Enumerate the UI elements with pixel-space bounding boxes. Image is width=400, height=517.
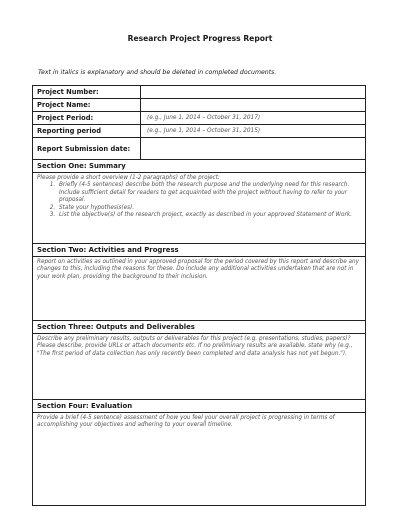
section-one-list — [57, 182, 361, 219]
page-title: Research Project Progress Report — [127, 34, 273, 43]
list-item: 3. List the objective(s) of the research project, exactly as described in your approved Statement of Work. — [57, 212, 361, 219]
submission-date-label: Report Submission date: — [33, 138, 141, 159]
section-one-body[interactable] — [33, 173, 365, 221]
project-name-label: Project Name: — [33, 99, 141, 111]
section-four-body[interactable]: Provide a brief (4-5 sentence) assessment of how you feel your overall project is progressing in terms of accomplishing your objectives and adhering to your overall timeline. — [37, 415, 335, 429]
section-two-heading: Section Two: Activities and Progress — [33, 244, 365, 257]
row-reporting-period — [33, 125, 365, 138]
row-project-period — [33, 112, 365, 125]
project-name-value[interactable] — [141, 99, 365, 111]
section-two-body[interactable]: Report on activities as outlined in your approved proposal for the period covered by this report and describe any changes to this, including the reasons for these. Do include any additional activities undertaken that are not in your work plan, providing the background to their inclusion. — [37, 259, 359, 280]
section-three-heading: Section Three: Outputs and Deliverables — [33, 321, 365, 334]
section-three — [33, 321, 365, 400]
section-one-intro: Please provide a short overview (1-2 paragraphs) of the project: — [37, 175, 220, 181]
project-number-label: Project Number: — [33, 86, 141, 98]
italics-note: Text in italics is explanatory and should be deleted in completed documents. — [38, 69, 277, 76]
project-period-value[interactable]: (e.g., June 1, 2014 – October 31, 2017) — [147, 115, 261, 121]
list-item: 1. Briefly (4-5 sentences) describe both the research purpose and the underlying need for this research. Include sufficient detail for readers to get acquainted with the project without having to refer to your proposal. — [57, 182, 361, 204]
list-item: 2. State your hypothesis(es). — [57, 205, 361, 212]
section-three-body[interactable]: Describe any preliminary results, outputs or deliverables for this project (e.g. presentations, studies, papers)? Please describe, provide URLs or attach documents etc. If no preliminary results are available, state why (e.g., "The first period of data collection has only recently been completed and data analysis has not yet begun."). — [37, 336, 353, 357]
report-table — [32, 85, 366, 506]
section-four-heading: Section Four: Evaluation — [33, 400, 365, 413]
project-period-label: Project Period: — [33, 112, 141, 124]
submission-date-value[interactable] — [141, 138, 365, 159]
row-submission-date — [33, 138, 365, 160]
section-one — [33, 160, 365, 244]
reporting-period-label: Reporting period — [33, 125, 141, 137]
reporting-period-value[interactable]: (e.g., June 1, 2014 – October 31, 2015) — [147, 128, 261, 134]
section-two — [33, 244, 365, 321]
project-number-value[interactable] — [141, 86, 365, 98]
section-one-heading: Section One: Summary — [33, 160, 365, 173]
row-project-number — [33, 86, 365, 99]
section-four — [33, 400, 365, 505]
row-project-name — [33, 99, 365, 112]
